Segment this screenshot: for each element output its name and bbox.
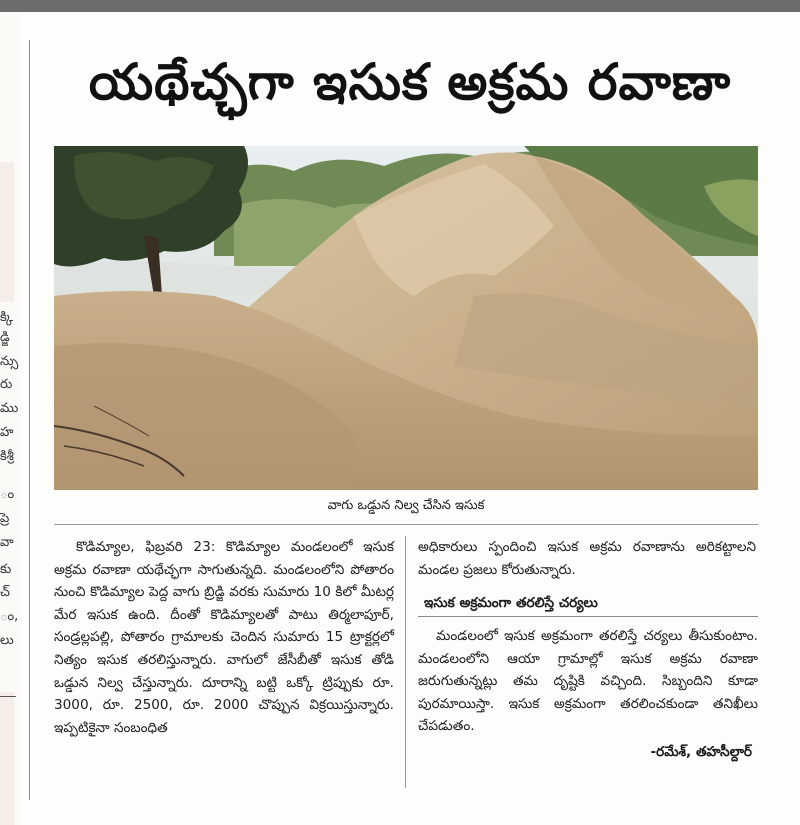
column-divider: [405, 536, 406, 788]
adjacent-text-fragment: ం,: [0, 609, 19, 624]
adjacent-text-fragment: ము: [0, 401, 19, 416]
adjacent-text-fragment: లు: [0, 633, 14, 648]
adjacent-rule: [0, 696, 16, 697]
adjacent-text-fragment: క్కి: [0, 310, 14, 325]
adjacent-text-fragment: కిశ్రీ: [0, 449, 14, 464]
sidebar-box: [418, 592, 758, 792]
adjacent-article-edge: [0, 12, 22, 825]
adjacent-text-fragment: ప్రె: [0, 511, 10, 526]
box-signature: -రమేశ్, తహసీల్దార్: [650, 743, 752, 760]
adjacent-panel-lower: [0, 692, 14, 825]
article-body-column-1: కొడిమ్యాల, ఫిబ్రవరి 23: కొడిమ్యాల మండలంలో ఇసుక అక్రమ రవాణా యథేచ్ఛగా సాగుతున్నది. మండలంలోని పోతారం నుంచి కొడిమ్యాల పెద్ద వాగు బ్రిడ్జి వరకు సుమారు 10 కిలో మీటర్ల మేర ఇసుక ఉంది. దీంతో కొడిమ్యాలతో పాటు తిర్మలాపూర్, సండ్రల్లపల్లి, పోతారం గ్రామాలకు చెందిన సుమారు 15 ట్రాక్టర్లలో నిత్యం ఇసుక తరలిస్తున్నారు. వాగులో జేసీబీతో ఇసుక తోడి ఒడ్డున నిల్వ చేస్తున్నారు. దూరాన్ని బట్టి ఒక్కో ట్రిప్పుకు రూ. 3000, రూ. 2500, రూ. 2000 చొప్పున విక్రయిస్తున్నారు. ఇప్పటికైనా సంబంధిత: [54, 539, 394, 736]
adjacent-text-fragment: డ్జి: [0, 330, 10, 345]
top-bar: [0, 0, 800, 12]
adjacent-text-fragment: హ: [0, 425, 14, 440]
adjacent-text-fragment: వా: [0, 535, 14, 550]
adjacent-text-fragment: న్సు: [0, 354, 19, 369]
article-photo: [54, 146, 758, 490]
column-rule: [29, 40, 30, 800]
adjacent-text-fragment: ం: [0, 487, 15, 502]
photo-caption: వాగు ఒడ్డున నిల్వ చేసిన ఇసుక: [327, 498, 485, 513]
box-body: మండలంలో ఇసుక అక్రమంగా తరలిస్తే చర్యలు తీసుకుంటాం. మండలంలోని ఆయా గ్రామాల్లో ఇసుక అక్రమ రవాణా జరుగుతున్నట్లు తమ దృష్టికి వచ్చింది. సిబ్బందిని కూడా పురమాయిస్తా. ఇసుక అక్రమంగా తరలించకుండా తనిఖీలు చేపడుతం.: [418, 628, 758, 735]
adjacent-panel: [0, 162, 14, 302]
caption-rule: [54, 524, 758, 525]
adjacent-text-fragment: కు: [0, 562, 12, 577]
adjacent-text-fragment: చ్: [0, 585, 10, 600]
article-body-column-2: అధికారులు స్పందించి ఇసుక అక్రమ రవాణాను అరికట్టాలని మండల ప్రజలు కోరుతున్నారు.: [418, 539, 756, 578]
headline: యథేచ్ఛగా ఇసుక అక్రమ రవాణా: [88, 52, 732, 111]
adjacent-text-fragment: రు: [0, 377, 13, 392]
sand-pile-photo: [54, 146, 758, 490]
box-title: ఇసుక అక్రమంగా తరలిస్తే చర్యలు: [424, 595, 598, 611]
